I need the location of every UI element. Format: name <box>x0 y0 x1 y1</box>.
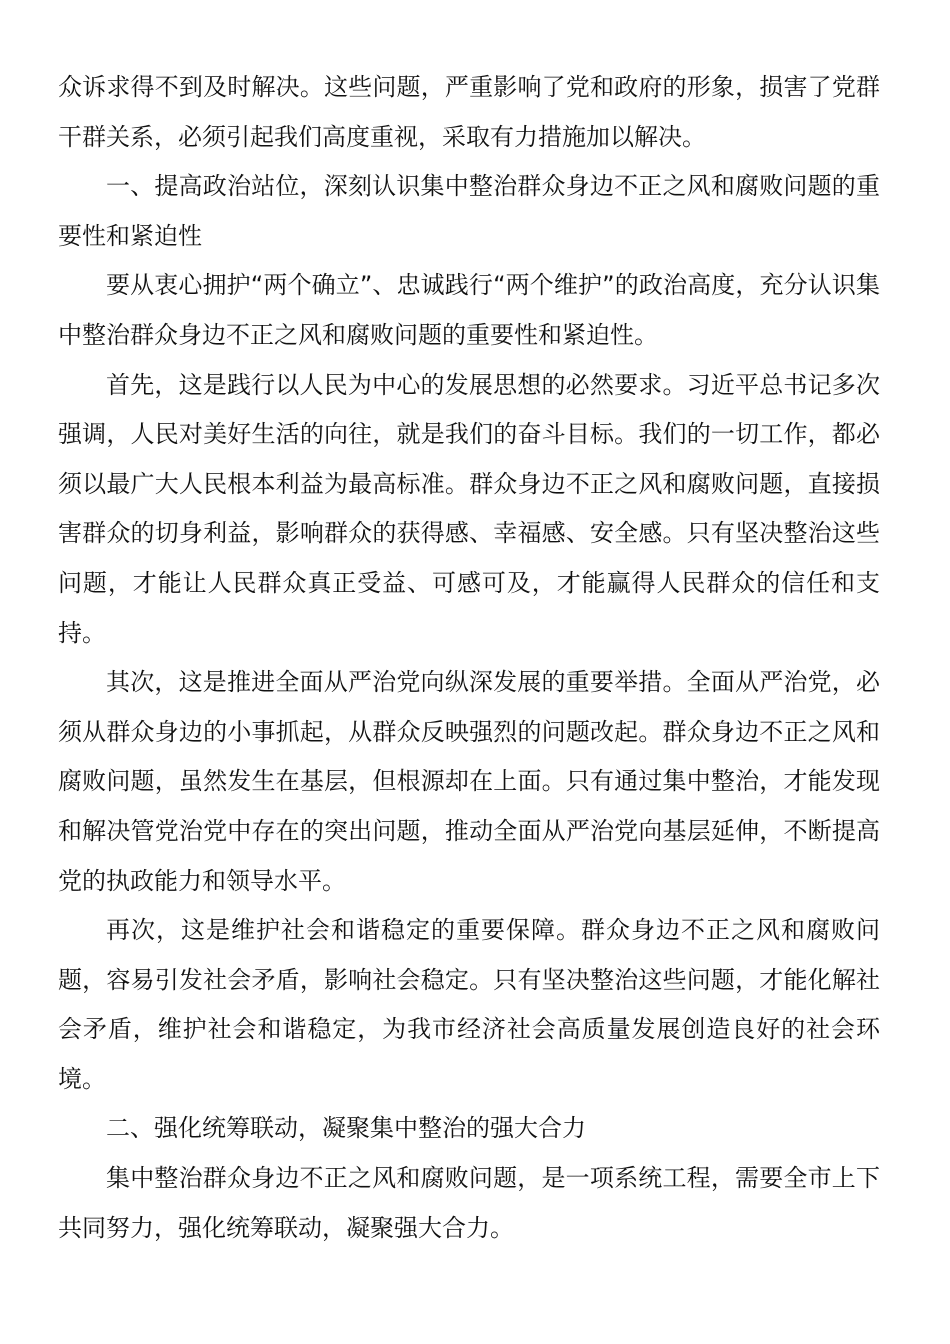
paragraph-continuation: 众诉求得不到及时解决。这些问题，严重影响了党和政府的形象，损害了党群干群关系，必须引起我们高度重视，采取有力措施加以解决。 <box>58 73 880 151</box>
document-page <box>58 63 880 1253</box>
section-heading-1: 一、提高政治站位，深刻认识集中整治群众身边不正之风和腐败问题的重要性和紧迫性 <box>58 172 880 250</box>
paragraph-intro-2: 集中整治群众身边不正之风和腐败问题，是一项系统工程，需要全市上下共同努力，强化统筹联动，凝聚强大合力。 <box>58 1164 880 1242</box>
paragraph-second: 其次，这是推进全面从严治党向纵深发展的重要举措。全面从严治党，必须从群众身边的小事抓起，从群众反映强烈的问题改起。群众身边不正之风和腐败问题，虽然发生在基层，但根源却在上面。只有通过集中整治，才能发现和解决管党治党中存在的突出问题，推动全面从严治党向基层延伸，不断提高党的执政能力和领导水平。 <box>58 668 880 895</box>
section-heading-2: 二、强化统筹联动，凝聚集中整治的强大合力 <box>106 1114 586 1143</box>
paragraph-intro-1: 要从衷心拥护“两个确立”、忠诚践行“两个维护”的政治高度，充分认识集中整治群众身边不正之风和腐败问题的重要性和紧迫性。 <box>58 271 880 349</box>
paragraph-third: 再次，这是维护社会和谐稳定的重要保障。群众身边不正之风和腐败问题，容易引发社会矛盾，影响社会稳定。只有坚决整治这些问题，才能化解社会矛盾，维护社会和谐稳定，为我市经济社会高质量发展创造良好的社会环境。 <box>58 916 880 1093</box>
paragraph-first: 首先，这是践行以人民为中心的发展思想的必然要求。习近平总书记多次强调，人民对美好生活的向往，就是我们的奋斗目标。我们的一切工作，都必须以最广大人民根本利益为最高标准。群众身边不正之风和腐败问题，直接损害群众的切身利益，影响群众的获得感、幸福感、安全感。只有坚决整治这些问题，才能让人民群众真正受益、可感可及，才能赢得人民群众的信任和支持。 <box>58 370 880 647</box>
